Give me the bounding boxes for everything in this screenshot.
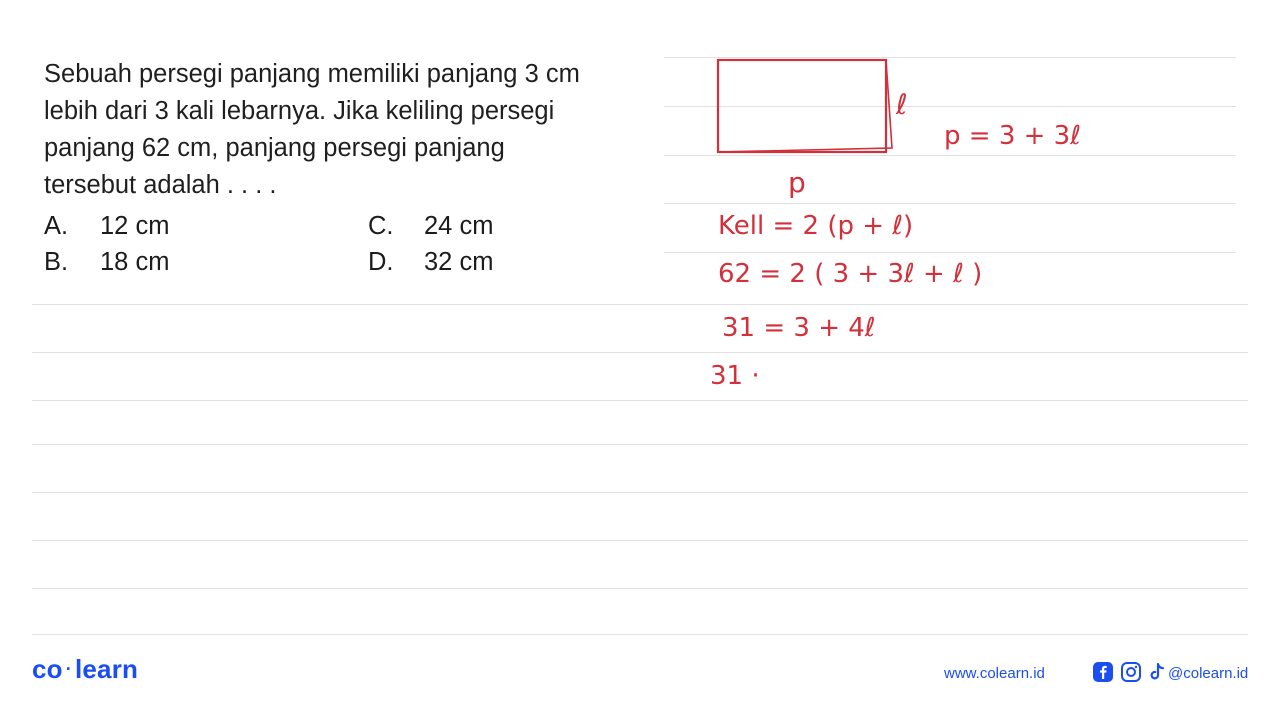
facebook-icon[interactable] (1092, 661, 1114, 683)
bottom-label-p: p (788, 166, 806, 199)
side-label-l: ℓ (896, 88, 908, 121)
website-link[interactable]: www.colearn.id (944, 665, 1045, 682)
equation-substituted: 62 = 2 ( 3 + 3ℓ + ℓ ) (718, 259, 983, 289)
option-letter: D. (368, 248, 394, 276)
question-line: panjang 62 cm, panjang persegi panjang (44, 134, 505, 162)
brand-right: learn (74, 654, 139, 684)
colearn-logo[interactable] (32, 654, 138, 685)
option-letter: B. (44, 248, 69, 276)
social-handle[interactable]: @colearn.id (1168, 665, 1249, 682)
option-text: 12 cm (100, 212, 170, 240)
equation-keliling: Kell = 2 (p + ℓ) (718, 211, 914, 241)
tiktok-icon[interactable] (1146, 661, 1168, 683)
brand-left: co (32, 654, 63, 684)
question-line: Sebuah persegi panjang memiliki panjang 3 cm (44, 60, 580, 88)
question-line: lebih dari 3 kali lebarnya. Jika keliling persegi (44, 97, 555, 125)
question-line: tersebut adalah . . . . (44, 171, 277, 199)
option-letter: C. (368, 212, 394, 240)
equation-p: p = 3 + 3ℓ (944, 121, 1081, 151)
equation-partial: 31 · (710, 361, 760, 391)
equation-simplified: 31 = 3 + 4ℓ (722, 313, 876, 343)
rectangle-sketch-edge (718, 60, 892, 152)
option-text: 32 cm (424, 248, 494, 276)
rectangle-sketch (718, 60, 886, 152)
instagram-icon[interactable] (1120, 661, 1142, 683)
option-letter: A. (44, 212, 69, 240)
option-text: 24 cm (424, 212, 494, 240)
brand-dot-icon: · (65, 659, 72, 679)
option-text: 18 cm (100, 248, 170, 276)
footer (0, 640, 1280, 720)
